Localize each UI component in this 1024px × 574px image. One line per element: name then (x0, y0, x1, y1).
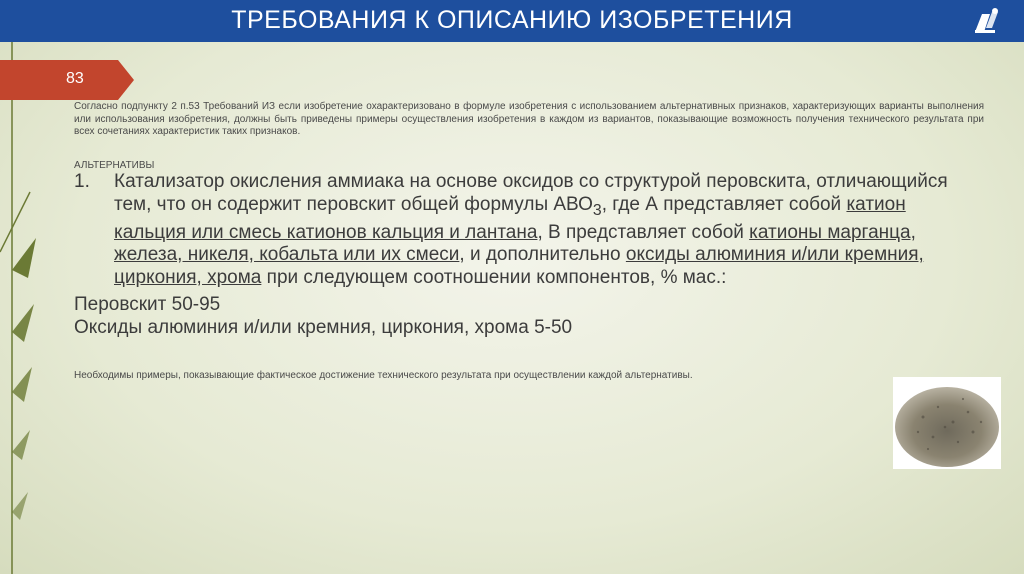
text-part: , и дополнительно (459, 244, 626, 266)
page-number: 83 (66, 70, 84, 87)
text-part: Катализатор окисления аммиака на основе оксидов со структурой перовскита, отличающийся тем, что он содержит перовскит общей формулы АВО (114, 171, 948, 215)
text-part: , В представляет собой (537, 221, 750, 243)
note-text: Необходимы примеры, показывающие фактическое достижение технического результата при осуществлении каждой альтернативы. (74, 370, 693, 381)
decorative-lines (0, 42, 40, 574)
text-part: , где А представляет собой (601, 193, 847, 215)
perovskite-line: Перовскит 50-95 (74, 294, 221, 315)
list-item-number: 1. (74, 171, 90, 192)
underlined-term-a: катион кальция или смесь катионов кальция и лантана (114, 193, 906, 243)
list-item-text (114, 171, 954, 289)
oxides-line: Оксиды алюминия и/или кремния, циркония, хрома 5-50 (74, 317, 573, 338)
text-part: при следующем соотношении компонентов, % мас.: (261, 266, 727, 288)
alternatives-heading: АЛЬТЕРНАТИВЫ (74, 160, 155, 171)
formula-subscript: 3 (592, 201, 602, 219)
catalyst-granules-photo (893, 377, 1001, 469)
header-bar (0, 0, 1024, 42)
underlined-term-oxides: оксиды алюминия и/или кремния, циркония, хрома (114, 244, 924, 288)
slide-title: ТРЕБОВАНИЯ К ОПИСАНИЮ ИЗОБРЕТЕНИЯ (231, 6, 793, 34)
underlined-term-b: катионы марганца, железа, никеля, кобальта или их смеси (114, 221, 916, 266)
patent-logo-icon (972, 6, 1002, 36)
intro-paragraph: Согласно подпункту 2 п.53 Требований ИЗ если изобретение охарактеризовано в формуле изобретения с использованием альтернативных признаков, характеризующих варианты выполнения или использования изобретения, должны быть приведены примеры осуществления изобретения в каждом из вариантов, показывающие возможность получения технического результата при всех сочетаниях характеристик таких признаков. (74, 101, 984, 137)
